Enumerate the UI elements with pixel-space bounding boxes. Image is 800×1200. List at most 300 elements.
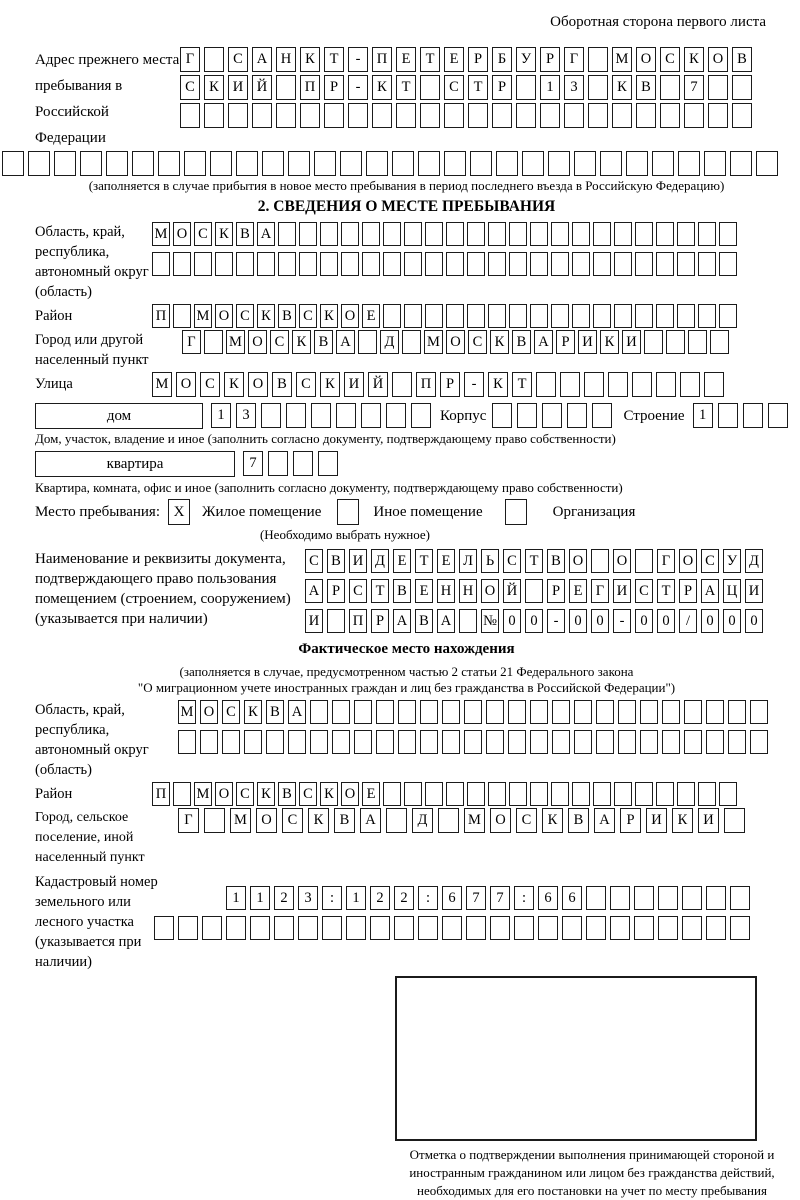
char-cell[interactable]: С (236, 782, 254, 806)
char-cell[interactable] (222, 730, 240, 754)
char-cell[interactable]: 6 (562, 886, 582, 910)
char-cell[interactable] (660, 103, 680, 128)
char-cell[interactable]: О (256, 808, 277, 833)
char-cell[interactable]: У (516, 47, 536, 72)
char-cell[interactable] (228, 103, 248, 128)
char-cell[interactable]: Т (396, 75, 416, 100)
char-cell[interactable]: К (244, 700, 262, 724)
char-cell[interactable] (464, 730, 482, 754)
char-cell[interactable] (310, 730, 328, 754)
oblast2-row-1[interactable] (178, 700, 772, 724)
char-cell[interactable]: Б (492, 47, 512, 72)
char-cell[interactable] (425, 304, 443, 328)
char-cell[interactable]: Н (437, 579, 455, 603)
char-cell[interactable] (688, 330, 707, 354)
char-cell[interactable] (634, 916, 654, 940)
char-cell[interactable]: 3 (236, 403, 256, 428)
char-cell[interactable] (420, 700, 438, 724)
char-cell[interactable] (340, 151, 362, 176)
char-cell[interactable]: А (305, 579, 323, 603)
char-cell[interactable]: - (348, 75, 368, 100)
char-cell[interactable]: Е (396, 47, 416, 72)
char-cell[interactable]: О (215, 304, 233, 328)
char-cell[interactable]: К (684, 47, 704, 72)
char-cell[interactable]: К (372, 75, 392, 100)
char-cell[interactable] (341, 252, 359, 276)
char-cell[interactable] (756, 151, 778, 176)
char-cell[interactable] (173, 782, 191, 806)
char-cell[interactable]: - (547, 609, 565, 633)
char-cell[interactable] (204, 47, 224, 72)
char-cell[interactable]: С (180, 75, 200, 100)
char-cell[interactable]: Е (437, 549, 455, 573)
char-cell[interactable]: К (257, 782, 275, 806)
char-cell[interactable]: Е (362, 782, 380, 806)
char-cell[interactable] (591, 549, 609, 573)
char-cell[interactable]: 3 (298, 886, 318, 910)
char-cell[interactable]: А (534, 330, 553, 354)
char-cell[interactable]: Р (547, 579, 565, 603)
char-cell[interactable]: П (152, 304, 170, 328)
char-cell[interactable]: Г (591, 579, 609, 603)
char-cell[interactable] (215, 252, 233, 276)
char-cell[interactable] (509, 252, 527, 276)
char-cell[interactable] (586, 886, 606, 910)
char-cell[interactable]: С (503, 549, 521, 573)
char-cell[interactable]: М (464, 808, 485, 833)
char-cell[interactable] (614, 782, 632, 806)
char-cell[interactable]: - (464, 372, 484, 397)
char-cell[interactable]: О (636, 47, 656, 72)
char-cell[interactable] (677, 304, 695, 328)
char-cell[interactable]: Т (415, 549, 433, 573)
ulitsa-row[interactable] (152, 372, 728, 397)
char-cell[interactable]: П (152, 782, 170, 806)
char-cell[interactable]: С (444, 75, 464, 100)
char-cell[interactable]: Г (182, 330, 201, 354)
char-cell[interactable] (376, 730, 394, 754)
char-cell[interactable] (327, 609, 345, 633)
char-cell[interactable] (180, 103, 200, 128)
char-cell[interactable] (446, 782, 464, 806)
char-cell[interactable] (574, 151, 596, 176)
char-cell[interactable] (572, 252, 590, 276)
char-cell[interactable] (593, 304, 611, 328)
char-cell[interactable] (572, 782, 590, 806)
char-cell[interactable]: К (600, 330, 619, 354)
char-cell[interactable] (626, 151, 648, 176)
char-cell[interactable] (386, 808, 407, 833)
char-cell[interactable] (509, 222, 527, 246)
raion2-row[interactable] (152, 782, 740, 806)
char-cell[interactable] (466, 916, 486, 940)
char-cell[interactable] (288, 151, 310, 176)
char-cell[interactable]: Р (556, 330, 575, 354)
char-cell[interactable]: С (349, 579, 367, 603)
char-cell[interactable] (514, 916, 534, 940)
char-cell[interactable]: А (288, 700, 306, 724)
char-cell[interactable] (552, 700, 570, 724)
char-cell[interactable] (522, 151, 544, 176)
char-cell[interactable] (402, 330, 421, 354)
char-cell[interactable] (677, 252, 695, 276)
char-cell[interactable] (743, 403, 763, 428)
char-cell[interactable] (635, 222, 653, 246)
char-cell[interactable] (286, 403, 306, 428)
char-cell[interactable]: И (745, 579, 763, 603)
char-cell[interactable]: О (215, 782, 233, 806)
char-cell[interactable] (666, 330, 685, 354)
char-cell[interactable] (640, 700, 658, 724)
char-cell[interactable] (517, 403, 537, 428)
char-cell[interactable] (173, 304, 191, 328)
char-cell[interactable]: Н (276, 47, 296, 72)
char-cell[interactable]: В (272, 372, 292, 397)
char-cell[interactable]: М (152, 222, 170, 246)
char-cell[interactable]: К (215, 222, 233, 246)
char-cell[interactable] (311, 403, 331, 428)
char-cell[interactable] (708, 75, 728, 100)
char-cell[interactable] (593, 252, 611, 276)
char-cell[interactable] (314, 151, 336, 176)
char-cell[interactable] (660, 75, 680, 100)
char-cell[interactable] (348, 103, 368, 128)
kadastr-row-2[interactable] (154, 916, 754, 940)
char-cell[interactable] (708, 103, 728, 128)
char-cell[interactable]: О (341, 304, 359, 328)
char-cell[interactable] (682, 916, 702, 940)
char-cell[interactable] (444, 151, 466, 176)
char-cell[interactable] (608, 372, 628, 397)
stroenie-cells[interactable] (693, 403, 793, 428)
char-cell[interactable] (383, 252, 401, 276)
char-cell[interactable]: 1 (250, 886, 270, 910)
char-cell[interactable] (274, 916, 294, 940)
char-cell[interactable] (732, 103, 752, 128)
char-cell[interactable] (490, 916, 510, 940)
char-cell[interactable] (438, 808, 459, 833)
char-cell[interactable] (492, 403, 512, 428)
char-cell[interactable]: К (257, 304, 275, 328)
char-cell[interactable] (600, 151, 622, 176)
char-cell[interactable] (530, 730, 548, 754)
char-cell[interactable]: Т (512, 372, 532, 397)
char-cell[interactable] (750, 700, 768, 724)
char-cell[interactable] (593, 782, 611, 806)
char-cell[interactable] (704, 151, 726, 176)
char-cell[interactable]: 2 (274, 886, 294, 910)
char-cell[interactable] (446, 222, 464, 246)
char-cell[interactable]: 6 (442, 886, 462, 910)
prev-address-row-4[interactable] (2, 151, 778, 176)
char-cell[interactable] (396, 103, 416, 128)
char-cell[interactable]: С (236, 304, 254, 328)
char-cell[interactable] (564, 103, 584, 128)
char-cell[interactable] (202, 916, 222, 940)
char-cell[interactable] (467, 222, 485, 246)
char-cell[interactable] (496, 151, 518, 176)
char-cell[interactable] (252, 103, 272, 128)
char-cell[interactable]: В (732, 47, 752, 72)
char-cell[interactable] (226, 916, 246, 940)
char-cell[interactable]: О (613, 549, 631, 573)
char-cell[interactable]: Д (380, 330, 399, 354)
char-cell[interactable] (318, 451, 338, 476)
char-cell[interactable] (538, 916, 558, 940)
char-cell[interactable] (152, 252, 170, 276)
char-cell[interactable]: Т (525, 549, 543, 573)
char-cell[interactable]: - (348, 47, 368, 72)
char-cell[interactable]: К (292, 330, 311, 354)
char-cell[interactable] (488, 252, 506, 276)
char-cell[interactable]: Е (415, 579, 433, 603)
char-cell[interactable]: К (224, 372, 244, 397)
char-cell[interactable] (593, 222, 611, 246)
char-cell[interactable] (728, 700, 746, 724)
char-cell[interactable] (530, 782, 548, 806)
char-cell[interactable]: С (228, 47, 248, 72)
char-cell[interactable] (684, 730, 702, 754)
char-cell[interactable]: И (622, 330, 641, 354)
char-cell[interactable]: С (282, 808, 303, 833)
char-cell[interactable] (551, 222, 569, 246)
char-cell[interactable]: Ц (723, 579, 741, 603)
char-cell[interactable]: Д (412, 808, 433, 833)
prev-address-row-2[interactable] (180, 75, 756, 100)
char-cell[interactable]: О (248, 330, 267, 354)
char-cell[interactable] (244, 730, 262, 754)
char-cell[interactable] (656, 252, 674, 276)
char-cell[interactable]: Т (371, 579, 389, 603)
char-cell[interactable] (362, 252, 380, 276)
char-cell[interactable]: С (270, 330, 289, 354)
char-cell[interactable] (596, 700, 614, 724)
char-cell[interactable]: А (360, 808, 381, 833)
char-cell[interactable] (548, 151, 570, 176)
char-cell[interactable] (730, 151, 752, 176)
residence-checkbox-inoe[interactable] (337, 499, 359, 525)
char-cell[interactable] (652, 151, 674, 176)
char-cell[interactable]: Р (468, 47, 488, 72)
char-cell[interactable] (372, 103, 392, 128)
char-cell[interactable]: М (178, 700, 196, 724)
char-cell[interactable]: 1 (346, 886, 366, 910)
char-cell[interactable] (261, 403, 281, 428)
char-cell[interactable]: А (701, 579, 719, 603)
char-cell[interactable]: Р (371, 609, 389, 633)
char-cell[interactable]: В (266, 700, 284, 724)
char-cell[interactable] (614, 222, 632, 246)
char-cell[interactable]: К (542, 808, 563, 833)
char-cell[interactable] (250, 916, 270, 940)
char-cell[interactable]: К (300, 47, 320, 72)
char-cell[interactable]: Т (420, 47, 440, 72)
char-cell[interactable] (467, 304, 485, 328)
prev-address-row-3[interactable] (180, 103, 756, 128)
char-cell[interactable] (574, 730, 592, 754)
char-cell[interactable]: Й (368, 372, 388, 397)
char-cell[interactable]: Г (564, 47, 584, 72)
char-cell[interactable] (425, 252, 443, 276)
oblast1-row-2[interactable] (152, 252, 740, 276)
char-cell[interactable] (324, 103, 344, 128)
char-cell[interactable]: В (327, 549, 345, 573)
char-cell[interactable] (394, 916, 414, 940)
char-cell[interactable] (730, 916, 750, 940)
char-cell[interactable]: В (314, 330, 333, 354)
char-cell[interactable] (525, 579, 543, 603)
char-cell[interactable]: Р (440, 372, 460, 397)
char-cell[interactable]: К (320, 782, 338, 806)
char-cell[interactable] (706, 700, 724, 724)
char-cell[interactable] (341, 222, 359, 246)
char-cell[interactable]: И (228, 75, 248, 100)
char-cell[interactable] (551, 304, 569, 328)
char-cell[interactable] (567, 403, 587, 428)
char-cell[interactable] (584, 372, 604, 397)
char-cell[interactable] (684, 700, 702, 724)
char-cell[interactable] (404, 782, 422, 806)
char-cell[interactable]: И (698, 808, 719, 833)
char-cell[interactable]: Т (657, 579, 675, 603)
char-cell[interactable]: Й (503, 579, 521, 603)
char-cell[interactable] (154, 916, 174, 940)
char-cell[interactable] (278, 222, 296, 246)
char-cell[interactable]: А (594, 808, 615, 833)
char-cell[interactable]: М (612, 47, 632, 72)
char-cell[interactable] (411, 403, 431, 428)
char-cell[interactable] (370, 916, 390, 940)
char-cell[interactable] (346, 916, 366, 940)
char-cell[interactable] (236, 151, 258, 176)
char-cell[interactable] (376, 700, 394, 724)
char-cell[interactable] (299, 252, 317, 276)
char-cell[interactable]: М (194, 304, 212, 328)
char-cell[interactable] (572, 304, 590, 328)
char-cell[interactable]: О (679, 549, 697, 573)
char-cell[interactable] (677, 782, 695, 806)
char-cell[interactable] (658, 886, 678, 910)
char-cell[interactable]: Р (679, 579, 697, 603)
char-cell[interactable] (200, 730, 218, 754)
char-cell[interactable]: 7 (490, 886, 510, 910)
char-cell[interactable] (383, 222, 401, 246)
char-cell[interactable]: С (299, 782, 317, 806)
char-cell[interactable] (468, 103, 488, 128)
doc-row-3[interactable] (305, 609, 767, 633)
char-cell[interactable]: 0 (723, 609, 741, 633)
char-cell[interactable] (383, 782, 401, 806)
char-cell[interactable] (2, 151, 24, 176)
char-cell[interactable] (610, 916, 630, 940)
char-cell[interactable] (320, 222, 338, 246)
char-cell[interactable]: К (612, 75, 632, 100)
char-cell[interactable] (730, 886, 750, 910)
char-cell[interactable] (404, 222, 422, 246)
char-cell[interactable] (442, 730, 460, 754)
char-cell[interactable]: К (490, 330, 509, 354)
kvartira-cells[interactable] (243, 451, 343, 476)
char-cell[interactable] (551, 782, 569, 806)
char-cell[interactable] (509, 304, 527, 328)
char-cell[interactable]: В (278, 782, 296, 806)
char-cell[interactable] (266, 730, 284, 754)
char-cell[interactable]: : (418, 886, 438, 910)
char-cell[interactable] (361, 403, 381, 428)
char-cell[interactable] (404, 304, 422, 328)
char-cell[interactable]: О (176, 372, 196, 397)
char-cell[interactable] (636, 103, 656, 128)
char-cell[interactable]: А (257, 222, 275, 246)
char-cell[interactable] (728, 730, 746, 754)
char-cell[interactable] (710, 330, 729, 354)
char-cell[interactable] (106, 151, 128, 176)
char-cell[interactable]: П (416, 372, 436, 397)
char-cell[interactable] (392, 372, 412, 397)
char-cell[interactable] (204, 808, 225, 833)
char-cell[interactable] (194, 252, 212, 276)
char-cell[interactable]: О (569, 549, 587, 573)
prev-address-row-1[interactable] (180, 47, 756, 72)
char-cell[interactable] (488, 782, 506, 806)
char-cell[interactable] (492, 103, 512, 128)
char-cell[interactable] (158, 151, 180, 176)
char-cell[interactable]: Т (324, 47, 344, 72)
char-cell[interactable] (530, 252, 548, 276)
char-cell[interactable] (698, 304, 716, 328)
char-cell[interactable]: С (660, 47, 680, 72)
char-cell[interactable] (486, 730, 504, 754)
char-cell[interactable] (508, 700, 526, 724)
char-cell[interactable]: К (308, 808, 329, 833)
char-cell[interactable] (467, 782, 485, 806)
char-cell[interactable]: И (349, 549, 367, 573)
char-cell[interactable] (682, 886, 702, 910)
char-cell[interactable] (488, 304, 506, 328)
char-cell[interactable] (719, 222, 737, 246)
char-cell[interactable]: Е (569, 579, 587, 603)
char-cell[interactable] (298, 916, 318, 940)
char-cell[interactable] (392, 151, 414, 176)
char-cell[interactable] (656, 222, 674, 246)
char-cell[interactable]: А (252, 47, 272, 72)
char-cell[interactable]: К (672, 808, 693, 833)
char-cell[interactable] (204, 330, 223, 354)
raion1-row[interactable] (152, 304, 740, 328)
char-cell[interactable]: А (437, 609, 455, 633)
char-cell[interactable]: 0 (525, 609, 543, 633)
char-cell[interactable] (262, 151, 284, 176)
doc-row-1[interactable] (305, 549, 767, 573)
char-cell[interactable]: И (613, 579, 631, 603)
char-cell[interactable] (552, 730, 570, 754)
char-cell[interactable] (592, 403, 612, 428)
char-cell[interactable] (516, 75, 536, 100)
char-cell[interactable]: К (488, 372, 508, 397)
char-cell[interactable] (425, 782, 443, 806)
char-cell[interactable] (750, 730, 768, 754)
char-cell[interactable]: С (194, 222, 212, 246)
char-cell[interactable] (596, 730, 614, 754)
char-cell[interactable]: В (278, 304, 296, 328)
char-cell[interactable]: Е (362, 304, 380, 328)
char-cell[interactable] (680, 372, 700, 397)
char-cell[interactable]: 6 (538, 886, 558, 910)
char-cell[interactable]: С (200, 372, 220, 397)
char-cell[interactable] (336, 403, 356, 428)
char-cell[interactable] (588, 103, 608, 128)
char-cell[interactable] (560, 372, 580, 397)
